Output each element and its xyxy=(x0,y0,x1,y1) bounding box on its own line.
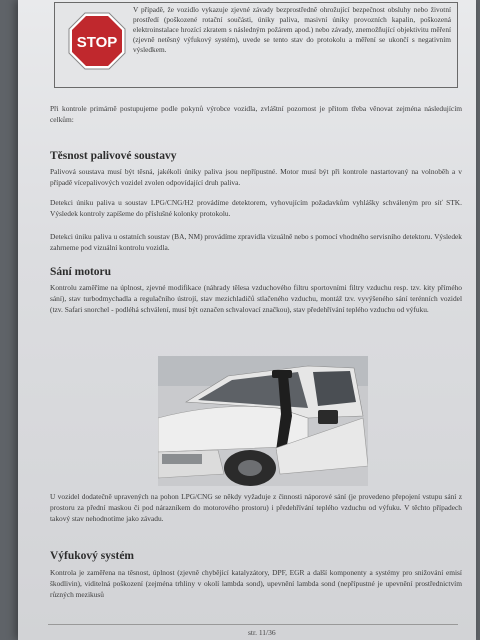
intro-paragraph: Při kontrole primárně postupujeme podle pokynů výrobce vozidla, zvláštní pozornost je přitom třeba věnovat zejména následujícím celkům: xyxy=(50,104,462,124)
fuel-paragraph-1: Palivová soustava musí být těsná, jakékoli úniky paliva jsou nepřípustné. Motor musí být při kontrole nastartovaný na volnoběh a v případě vícepalivových vozidel zvolen odpovídající druh paliva. xyxy=(50,167,462,187)
section-heading-intake: Sání motoru xyxy=(50,266,112,278)
vehicle-snorkel-photo xyxy=(158,356,368,486)
footer-divider xyxy=(48,624,458,625)
intake-paragraph-2: U vozidel dodatečně upravených na pohon LPG/CNG se někdy vyžaduje z činnosti náporové sání (je provedeno přepojení vstupu sání z prostoru za přední maskou či pod nárazníkem do motorového prostoru) i předehřívání teplého vzduchu od výfuku. V těchto případech takový stav nehodnotíme jako závadu. xyxy=(50,492,462,523)
fuel-paragraph-3: Detekci úniku paliva u ostatních soustav (BA, NM) provádíme zpravidla vizuálně nebo s pomocí vhodného servisního detektoru. Výsledek zahrneme pod vizuální kontrolu vozidla. xyxy=(50,232,462,252)
fuel-paragraph-2: Detekci úniku paliva u soustav LPG/CNG/H2 provádíme detektorem, vyhovujícím požadavkům vyhlášky schváleným pro síť STK. Výsledek kontroly zapíšeme do příslušné kolonky protokolu. xyxy=(50,198,462,218)
exhaust-paragraph-1: Kontrola je zaměřena na těsnost, úplnost (zjevně chybějící katalyzátory, DPF, EGR a další komponenty a systémy pro snižování emisí škodlivin), viditelná poškození (zejména trhliny v okolí lambda sond), upevnění lambda sond (nepřípustné je upevnění prostřednictvím různých mezikusů xyxy=(50,568,462,599)
stop-sign-icon xyxy=(67,11,127,71)
warning-text: V případě, že vozidlo vykazuje zjevné závady bezprostředně ohrožující bezpečnost obsluhy nebo životní prostředí (poškozené rotační součásti, úniky paliva, masivní úniky provozních kapalin, poškozená elektroinstalace hrozící zkratem s následným požárem apod.) nebo závady, znemožňující objektivitu měření (zjevně netěsný výfukový systém), uvede se tento stav do protokolu a měření se ukončí s negativním výsledkem. xyxy=(133,5,451,54)
page-number: str. 11/36 xyxy=(248,628,276,637)
section-heading-fuel: Těsnost palivové soustavy xyxy=(50,150,177,162)
stop-sign-text: STOP xyxy=(76,34,118,51)
intake-paragraph-1: Kontrolu zaměříme na úplnost, zjevné modifikace (náhrady tělesa vzduchového filtru sportovními filtry vzduchu resp. tzv. kity přímého sání), stav turbodmychadla a regulačního ústrojí, stav mezichladičů stlačeného vzduchu, montáž tzv. vyvýšeného sání terénních vozidel (tzv. Safari snorchel - podléhá schválení, musí být označen schvalovací značkou), stav předehřívání teplého vzduchu od výfuku. xyxy=(50,283,462,314)
warning-box xyxy=(54,2,458,88)
document-page xyxy=(18,0,476,640)
section-heading-exhaust: Výfukový systém xyxy=(50,550,135,562)
